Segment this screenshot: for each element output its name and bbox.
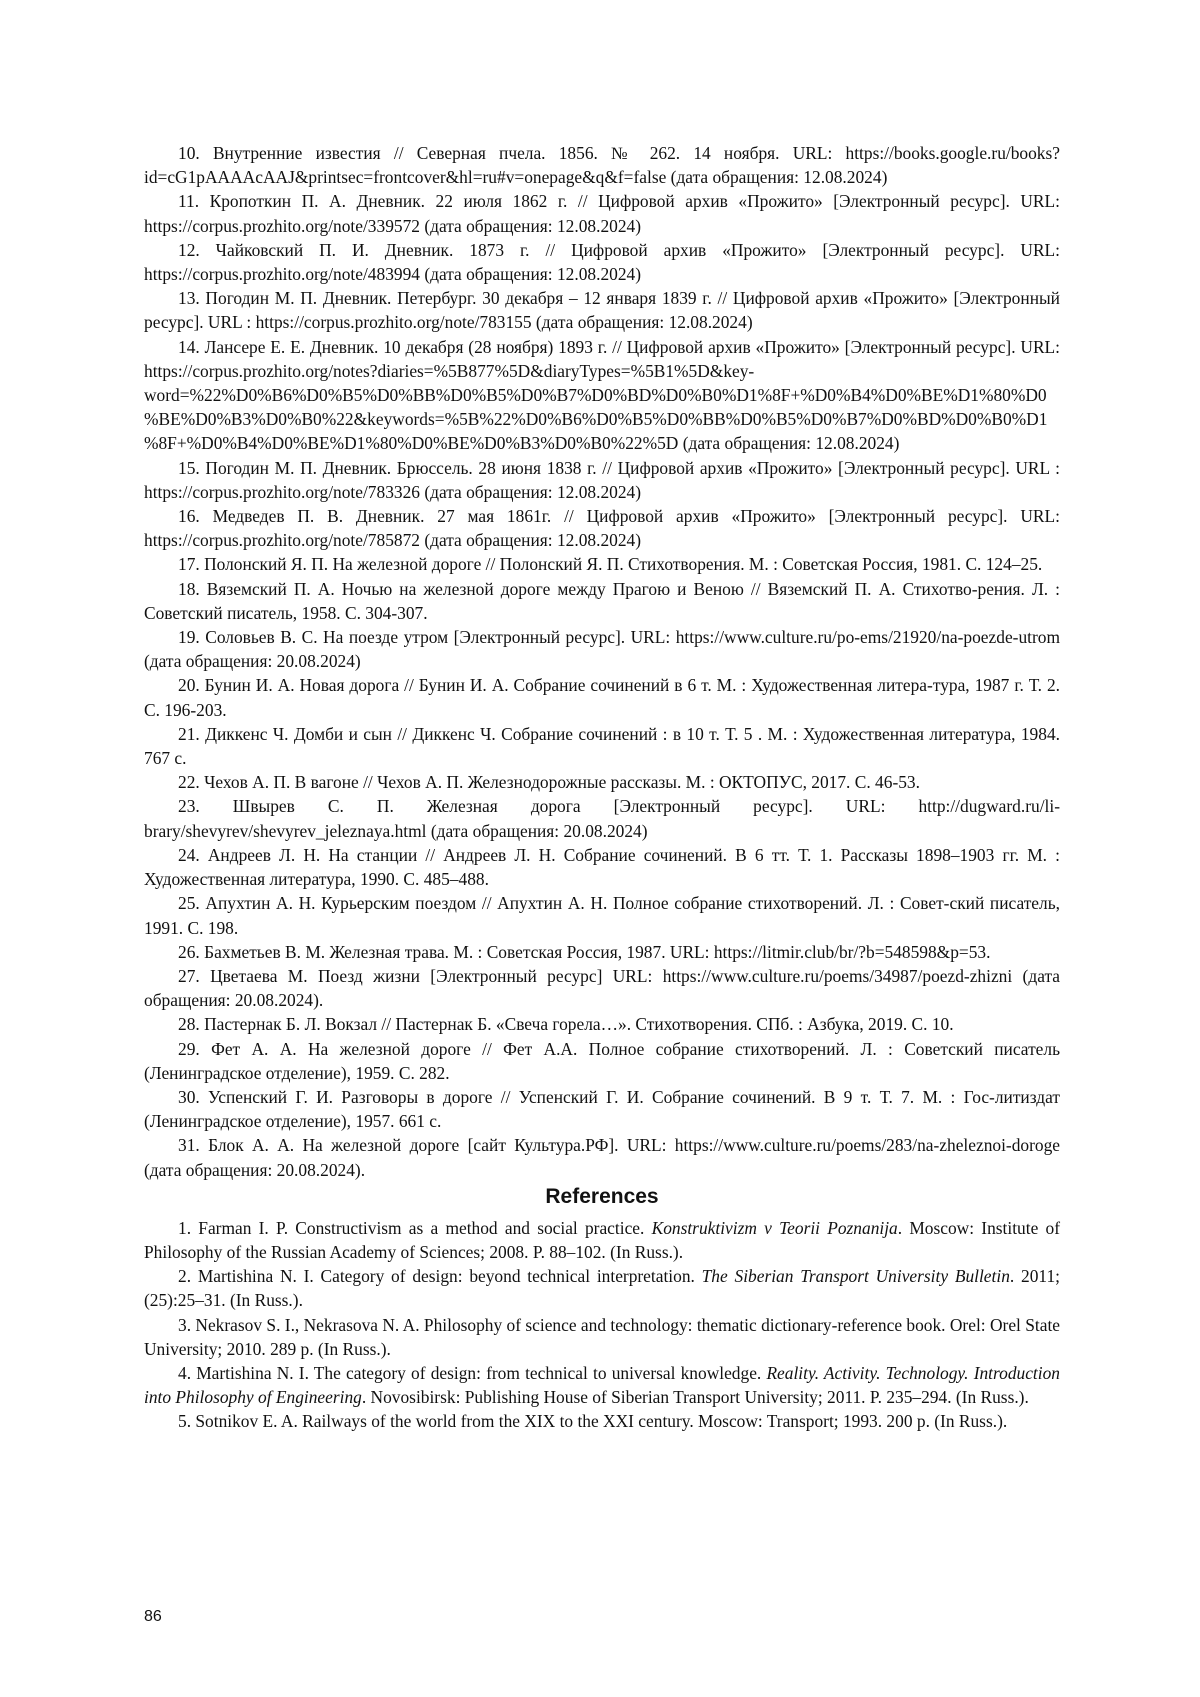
reference-source: The Siberian Transport University Bulletin: [702, 1266, 1010, 1286]
literature-item-31: 31. Блок А. А. На железной дороге [сайт Культура.РФ]. URL: https://www.culture.ru/poems/283/na-zheleznoi-doroge (дата обращения: 20.08.2024).: [144, 1133, 1060, 1181]
literature-item-17: 17. Полонский Я. П. На железной дороге // Полонский Я. П. Стихотворения. М. : Советская Россия, 1981. С. 124–25.: [144, 552, 1060, 576]
reference-item-5: [144, 1409, 1060, 1433]
page-body: [144, 141, 1060, 1434]
reference-text: 2. Martishina N. I. Category of design: beyond technical interpretation.: [178, 1266, 702, 1286]
literature-item-13: 13. Погодин М. П. Дневник. Петербург. 30 декабря – 12 января 1839 г. // Цифровой архив «Прожито» [Электронный ресурс]. URL : https://corpus.prozhito.org/note/783155 (дата обращения: 12.08.2024): [144, 286, 1060, 334]
reference-text: . 2011;(25):25–31. (In Russ.).: [144, 1266, 1060, 1310]
literature-item-27: 27. Цветаева М. Поезд жизни [Электронный ресурс] URL: https://www.culture.ru/poems/34987/poezd-zhizni (дата обращения: 20.08.2024).: [144, 964, 1060, 1012]
reference-text: 1. Farman I. P. Constructivism as a method and social practice.: [178, 1218, 652, 1238]
reference-text: 3. Nekrasov S. I., Nekrasova N. A. Philosophy of science and technology: thematic dictionary-reference book. Orel: Orel State University; 2010. 289 p. (In Russ.).: [144, 1315, 1060, 1359]
literature-item-11: 11. Кропоткин П. А. Дневник. 22 июля 1862 г. // Цифровой архив «Прожито» [Электронный ресурс]. URL: https://corpus.prozhito.org/note/339572 (дата обращения: 12.08.2024): [144, 189, 1060, 237]
literature-item-21: 21. Диккенс Ч. Домби и сын // Диккенс Ч. Собрание сочинений : в 10 т. Т. 5 . М. : Художественная литература, 1984. 767 с.: [144, 722, 1060, 770]
literature-list: [144, 141, 1060, 1182]
reference-text: 5. Sotnikov E. A. Railways of the world from the XIX to the XXI century. Moscow: Transport; 1993. 200 p. (In Russ.).: [178, 1411, 1007, 1431]
literature-item-18: 18. Вяземский П. А. Ночью на железной дороге между Прагою и Веною // Вяземский П. А. Стихотво-рения. Л. : Советский писатель, 1958. С. 304-307.: [144, 577, 1060, 625]
page-number: 86: [144, 1608, 162, 1626]
literature-item-24: 24. Андреев Л. Н. На станции // Андреев Л. Н. Собрание сочинений. В 6 тт. Т. 1. Рассказы 1898–1903 гг. М. : Художественная литература, 1990. С. 485–488.: [144, 843, 1060, 891]
references-heading: References: [144, 1184, 1060, 1210]
reference-text: . Moscow: Institute of Philosophy of the Russian Academy of Sciences; 2008. P. 88–102. (In Russ.).: [144, 1218, 1060, 1262]
literature-item-12: 12. Чайковский П. И. Дневник. 1873 г. // Цифровой архив «Прожито» [Электронный ресурс]. URL: https://corpus.prozhito.org/note/483994 (дата обращения: 12.08.2024): [144, 238, 1060, 286]
literature-item-22: 22. Чехов А. П. В вагоне // Чехов А. П. Железнодорожные рассказы. М. : ОКТОПУС, 2017. С. 46-53.: [144, 770, 1060, 794]
literature-item-20: 20. Бунин И. А. Новая дорога // Бунин И. А. Собрание сочинений в 6 т. М. : Художественная литера-тура, 1987 г. Т. 2. С. 196-203.: [144, 673, 1060, 721]
literature-item-14: 14. Лансере Е. Е. Дневник. 10 декабря (28 ноября) 1893 г. // Цифровой архив «Прожито» [Электронный ресурс]. URL: https://corpus.prozhito.org/notes?diaries=%5B877%5D&diaryTypes=%5B1%5D&key-word=%22%D0%B6%D0%B5%D0%BB%D0%B5%D0%B7%D0%BD%D0%B0%D1%8F+%D0%B4%D0%BE%D1%80%D0%BE%D0%B3%D0%B0%22&keywords=%5B%22%D0%B6%D0%B5%D0%BB%D0%B5%D0%B7%D0%BD%D0%B0%D1%8F+%D0%B4%D0%BE%D1%80%D0%BE%D0%B3%D0%B0%22%5D (дата обращения: 12.08.2024): [144, 335, 1060, 456]
literature-item-23: 23. Швырев С. П. Железная дорога [Электронный ресурс]. URL: http://dugward.ru/li-brary/shevyrev/shevyrev_jeleznaya.html (дата обращения: 20.08.2024): [144, 794, 1060, 842]
literature-item-16: 16. Медведев П. В. Дневник. 27 мая 1861г. // Цифровой архив «Прожито» [Электронный ресурс]. URL: https://corpus.prozhito.org/note/785872 (дата обращения: 12.08.2024): [144, 504, 1060, 552]
literature-item-30: 30. Успенский Г. И. Разговоры в дороге // Успенский Г. И. Собрание сочинений. В 9 т. Т. 7. М. : Гос-литиздат (Ленинградское отделение), 1957. 661 с.: [144, 1085, 1060, 1133]
literature-item-26: 26. Бахметьев В. М. Железная трава. М. : Советская Россия, 1987. URL: https://litmir.club/br/?b=548598&p=53.: [144, 940, 1060, 964]
literature-item-25: 25. Апухтин А. Н. Курьерским поездом // Апухтин А. Н. Полное собрание стихотворений. Л. : Совет-ский писатель, 1991. С. 198.: [144, 891, 1060, 939]
literature-item-28: 28. Пастернак Б. Л. Вокзал // Пастернак Б. «Свеча горела…». Стихотворения. СПб. : Азбука, 2019. С. 10.: [144, 1012, 1060, 1036]
reference-item-1: [144, 1216, 1060, 1264]
reference-item-3: [144, 1313, 1060, 1361]
reference-item-2: [144, 1264, 1060, 1312]
references-list: [144, 1216, 1060, 1434]
literature-item-19: 19. Соловьев В. С. На поезде утром [Электронный ресурс]. URL: https://www.culture.ru/po-ems/21920/na-poezde-utrom (дата обращения: 20.08.2024): [144, 625, 1060, 673]
reference-text: . Novosibirsk: Publishing House of Siberian Transport University; 2011. P. 235–294. (In Russ.).: [362, 1387, 1029, 1407]
literature-item-10: 10. Внутренние известия // Северная пчела. 1856. № 262. 14 ноября. URL: https://books.google.ru/books?id=cG1pAAAAcAAJ&printsec=frontcover&hl=ru#v=onepage&q&f=false (дата обращения: 12.08.2024): [144, 141, 1060, 189]
reference-item-4: [144, 1361, 1060, 1409]
literature-item-15: 15. Погодин М. П. Дневник. Брюссель. 28 июня 1838 г. // Цифровой архив «Прожито» [Электронный ресурс]. URL : https://corpus.prozhito.org/note/783326 (дата обращения: 12.08.2024): [144, 456, 1060, 504]
literature-item-29: 29. Фет А. А. На железной дороге // Фет А.А. Полное собрание стихотворений. Л. : Советский писатель (Ленинградское отделение), 1959. С. 282.: [144, 1037, 1060, 1085]
reference-source: Reality. Activity. Technology. Introduction into Philosophy of Engineering: [144, 1363, 1060, 1407]
reference-text: 4. Martishina N. I. The category of design: from technical to universal knowledge.: [178, 1363, 766, 1383]
reference-source: Konstruktivizm v Teorii Poznanija: [652, 1218, 898, 1238]
